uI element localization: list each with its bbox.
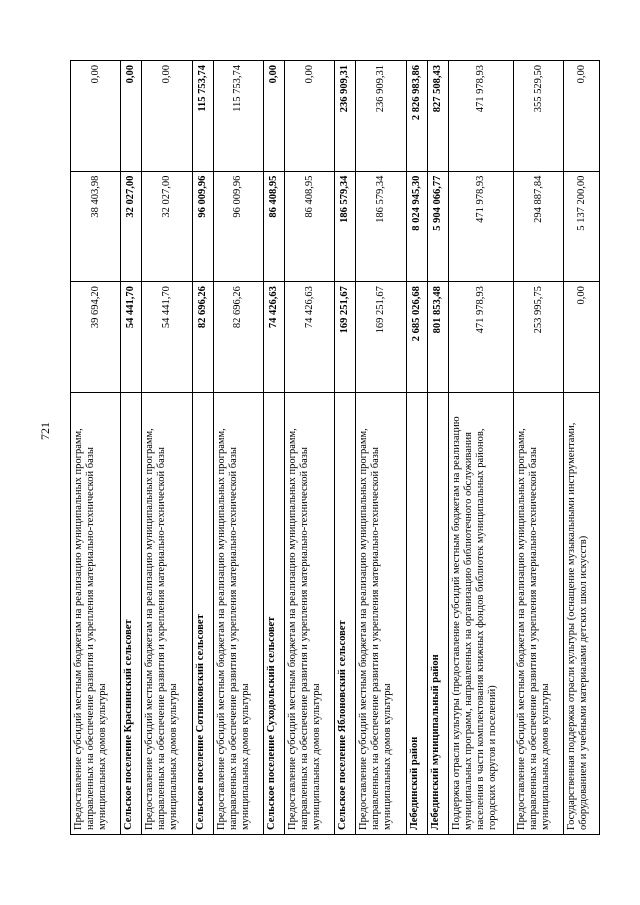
page-number: 721 (38, 422, 52, 440)
row-value-year-3: 0,00 (121, 61, 142, 172)
row-value-year-2: 96 009,96 (192, 171, 213, 282)
row-value-year-1: 801 853,48 (427, 282, 448, 393)
row-value-year-3: 0,00 (285, 61, 335, 172)
row-value-year-3: 236 909,31 (356, 61, 406, 172)
row-description: Сельское поселение Сотниковский сельсовет (192, 392, 213, 834)
row-value-year-2: 5 137 200,00 (564, 171, 600, 282)
row-value-year-1: 253 995,75 (513, 282, 563, 393)
row-value-year-2: 5 904 066,77 (427, 171, 448, 282)
row-value-year-2: 294 887,84 (513, 171, 563, 282)
row-description: Предоставление субсидий местным бюджетам на реализацию муниципальных программ, направленных на обеспечение развития и укрепления материально-технической базы муниципальных домов культуры (142, 392, 192, 834)
row-description: Поддержка отрасли культуры (предоставление субсидий местным бюджетам на реализацию муниципальных программ, направленных на организацию библиотечного обслуживания населения в части комплектования книжных фондов библиотек муниципальных районов, городских округов и поселений) (448, 392, 513, 834)
row-value-year-2: 86 408,95 (264, 171, 285, 282)
row-description: Государственная поддержка отрасли культуры (оснащение музыкальными инструментами, оборудованием и учебными материалами детских школ искусств) (564, 392, 600, 834)
row-description: Предоставление субсидий местным бюджетам на реализацию муниципальных программ, направленных на обеспечение развития и укрепления материально-технической базы муниципальных домов культуры (213, 392, 263, 834)
row-value-year-1: 82 696,26 (213, 282, 263, 393)
row-value-year-1: 0,00 (564, 282, 600, 393)
table-row (213, 61, 263, 835)
row-value-year-1: 39 694,20 (71, 282, 121, 393)
table-section-row (121, 61, 142, 835)
row-value-year-1: 471 978,93 (448, 282, 513, 393)
row-value-year-1: 169 251,67 (335, 282, 356, 393)
row-value-year-2: 96 009,96 (213, 171, 263, 282)
row-description: Сельское поселение Яблоновский сельсовет (335, 392, 356, 834)
table-section-row (427, 61, 448, 835)
table-row (356, 61, 406, 835)
budget-table (70, 60, 600, 835)
row-value-year-3: 355 529,50 (513, 61, 563, 172)
row-description: Предоставление субсидий местным бюджетам на реализацию муниципальных программ, направленных на обеспечение развития и укрепления материально-технической базы муниципальных домов культуры (513, 392, 563, 834)
row-description: Сельское поселение Суходольский сельсовет (264, 392, 285, 834)
row-value-year-2: 32 027,00 (121, 171, 142, 282)
table-section-row (335, 61, 356, 835)
row-value-year-2: 471 978,93 (448, 171, 513, 282)
row-description: Сельское поселение Краснинский сельсовет (121, 392, 142, 834)
budget-table-container (70, 60, 600, 835)
row-value-year-1: 54 441,70 (121, 282, 142, 393)
row-value-year-3: 471 978,93 (448, 61, 513, 172)
row-value-year-1: 54 441,70 (142, 282, 192, 393)
table-section-row (192, 61, 213, 835)
row-value-year-3: 115 753,74 (213, 61, 263, 172)
table-row (142, 61, 192, 835)
row-value-year-2: 186 579,34 (335, 171, 356, 282)
row-value-year-2: 38 403,98 (71, 171, 121, 282)
table-row (285, 61, 335, 835)
table-row (564, 61, 600, 835)
table-section-row (406, 61, 427, 835)
row-value-year-1: 74 426,63 (285, 282, 335, 393)
row-value-year-3: 0,00 (564, 61, 600, 172)
row-value-year-3: 0,00 (264, 61, 285, 172)
row-description: Лебединский район (406, 392, 427, 834)
row-value-year-1: 82 696,26 (192, 282, 213, 393)
row-value-year-3: 236 909,31 (335, 61, 356, 172)
row-description: Предоставление субсидий местным бюджетам на реализацию муниципальных программ, направленных на обеспечение развития и укрепления материально-технической базы муниципальных домов культуры (71, 392, 121, 834)
row-description: Лебединский муниципальный район (427, 392, 448, 834)
row-description: Предоставление субсидий местным бюджетам на реализацию муниципальных программ, направленных на обеспечение развития и укрепления материально-технической базы муниципальных домов культуры (285, 392, 335, 834)
row-value-year-3: 0,00 (71, 61, 121, 172)
row-value-year-3: 827 508,43 (427, 61, 448, 172)
table-row (513, 61, 563, 835)
row-value-year-1: 74 426,63 (264, 282, 285, 393)
table-section-row (264, 61, 285, 835)
row-value-year-1: 169 251,67 (356, 282, 406, 393)
table-row (448, 61, 513, 835)
row-value-year-3: 0,00 (142, 61, 192, 172)
row-value-year-3: 2 826 983,86 (406, 61, 427, 172)
row-value-year-2: 8 024 945,30 (406, 171, 427, 282)
table-row (71, 61, 121, 835)
row-value-year-2: 32 027,00 (142, 171, 192, 282)
row-value-year-3: 115 753,74 (192, 61, 213, 172)
row-description: Предоставление субсидий местным бюджетам на реализацию муниципальных программ, направленных на обеспечение развития и укрепления материально-технической базы муниципальных домов культуры (356, 392, 406, 834)
row-value-year-1: 2 685 026,68 (406, 282, 427, 393)
row-value-year-2: 86 408,95 (285, 171, 335, 282)
row-value-year-2: 186 579,34 (356, 171, 406, 282)
